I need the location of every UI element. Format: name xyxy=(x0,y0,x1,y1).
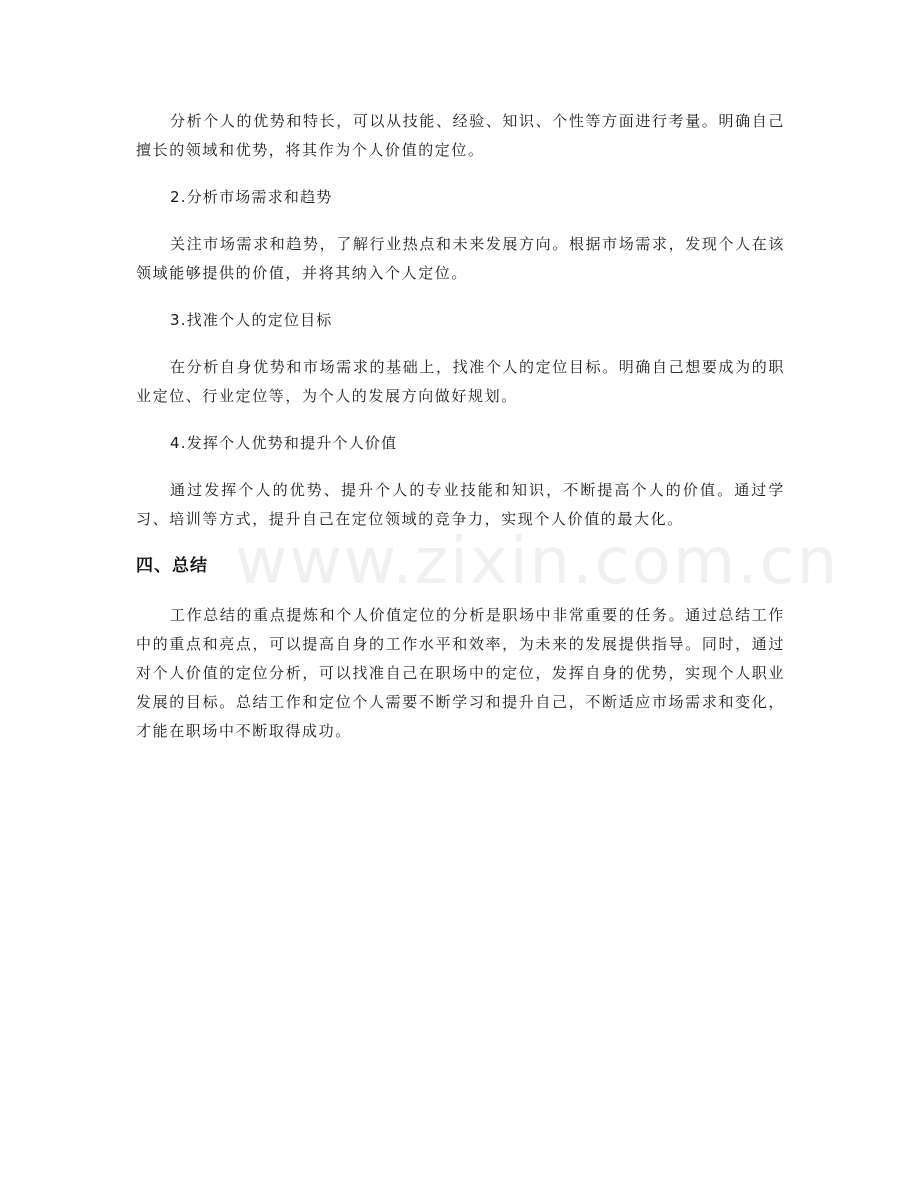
paragraph-market-demand: 关注市场需求和趋势，了解行业热点和未来发展方向。根据市场需求，发现个人在该领域能够提供的价值，并将其纳入个人定位。 xyxy=(136,235,785,282)
subheading-leverage-strengths: 4.发挥个人优势和提升个人价值 xyxy=(170,434,398,452)
document-body xyxy=(136,107,785,764)
watermark-text: www.zixin.com.cn xyxy=(235,525,840,599)
paragraph-leverage-strengths: 通过发挥个人的优势、提升个人的专业技能和知识，不断提高个人的价值。通过学习、培训等方式，提升自己在定位领域的竞争力，实现个人价值的最大化。 xyxy=(136,481,785,528)
subheading-positioning-goal: 3.找准个人的定位目标 xyxy=(170,311,333,329)
section-title-summary: 四、总结 xyxy=(136,556,208,576)
paragraph-strengths: 分析个人的优势和特长，可以从技能、经验、知识、个性等方面进行考量。明确自己擅长的领域和优势，将其作为个人价值的定位。 xyxy=(136,112,785,159)
paragraph-summary: 工作总结的重点提炼和个人价值定位的分析是职场中非常重要的任务。通过总结工作中的重点和亮点，可以提高自身的工作水平和效率，为未来的发展提供指导。同时，通过对个人价值的定位分析，可以找准自己在职场中的定位，发挥自身的优势，实现个人职业发展的目标。总结工作和定位个人需要不断学习和提升自己，不断适应市场需求和变化，才能在职场中不断取得成功。 xyxy=(136,606,785,740)
paragraph-positioning-goal: 在分析自身优势和市场需求的基础上，找准个人的定位目标。明确自己想要成为的职业定位、行业定位等，为个人的发展方向做好规划。 xyxy=(136,358,785,405)
subheading-market-analysis: 2.分析市场需求和趋势 xyxy=(170,188,333,206)
